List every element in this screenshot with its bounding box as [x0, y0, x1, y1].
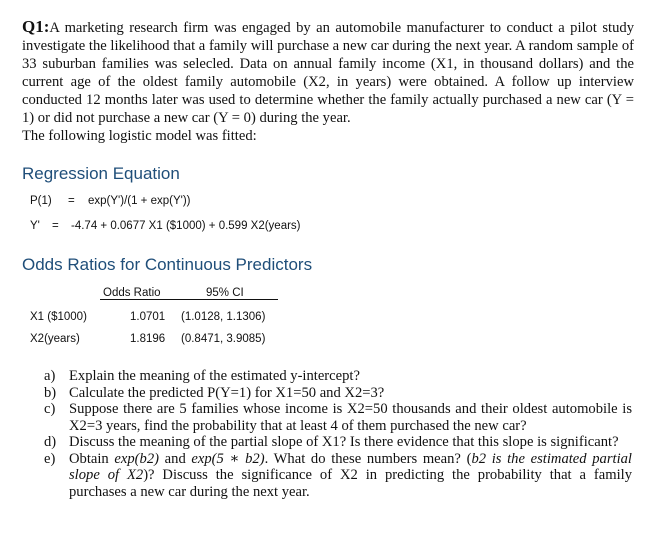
question-number: Q1: — [22, 17, 50, 36]
y-equals: = — [52, 220, 59, 232]
col-95-ci: 95% CI — [206, 287, 244, 299]
item-text: Calculate the predicted P(Y=1) for X1=50 and X2=3? — [69, 384, 385, 401]
row-ci: (1.0128, 1.1306) — [181, 311, 266, 323]
row-name: X1 ($1000) — [30, 311, 87, 323]
y-label: Y' — [30, 220, 40, 232]
list-item — [44, 368, 632, 385]
item-letter: b) — [44, 384, 57, 401]
item-letter: a) — [44, 368, 56, 384]
regression-heading: Regression Equation — [22, 164, 180, 183]
p-label: P(1) — [30, 195, 52, 207]
row-name: X2(years) — [30, 333, 80, 345]
item-letter: c) — [44, 401, 56, 417]
odds-heading: Odds Ratios for Continuous Predictors — [22, 255, 313, 274]
item-text-part: Obtain — [69, 450, 115, 467]
list-item — [44, 434, 632, 451]
problem-text: A marketing research firm was engaged by an automobile manufacturer to conduct a pilot study investigate the likelihood that a family will purchase a new car during the next year. A random sample of 33 suburban families was selecled. Data on annual family income (X1, in thousand dollars) and the current age of the oldest family automobile (X2, in years) were obtained. A follow up interview conducted 12 months later was used to determine whether the family actually purchased a new car (Y = 1) or did not purchase a new car (Y = 0) during the year. — [22, 20, 634, 126]
item-text-part: and — [158, 450, 192, 467]
row-ci: (0.8471, 3.9085) — [181, 333, 266, 345]
list-item — [44, 401, 632, 434]
p-equals: = — [68, 195, 75, 207]
item-letter: e) — [44, 450, 56, 467]
problem-statement — [22, 18, 634, 145]
item-text-part: )? Discuss the significance of X2 in predicting the probability that a family purchases a new car during the next year. — [69, 467, 632, 500]
y-expression: -4.74 + 0.0677 X1 ($1000) + 0.599 X2(years) — [71, 220, 301, 232]
item-text: Suppose there are 5 families whose income is X2=50 thousands and their oldest automobile is X2=3 years, find the probability that at least 4 of them purchased the new car? — [69, 401, 632, 434]
list-item — [44, 385, 632, 402]
row-odds-ratio: 1.8196 — [130, 333, 166, 345]
italic-note: b2 is the estimated partial slope of X2 — [69, 450, 632, 483]
math-exp-5b2: exp(5 ∗ b2) — [191, 450, 265, 467]
question-list — [44, 368, 632, 500]
item-text: Explain the meaning of the estimated y-intercept? — [69, 368, 360, 384]
item-letter: d) — [44, 434, 57, 450]
list-item — [44, 451, 632, 501]
math-exp-b2: exp(b2) — [114, 450, 159, 467]
item-text: Discuss the meaning of the partial slope of X1? Is there evidence that this slope is significant? — [69, 434, 619, 450]
item-text-part: . What do these numbers mean? ( — [264, 450, 472, 467]
item-text — [69, 451, 632, 500]
table-rule — [100, 299, 278, 300]
col-odds-ratio: Odds Ratio — [103, 287, 161, 299]
row-odds-ratio: 1.0701 — [130, 311, 166, 323]
p-expression: exp(Y')/(1 + exp(Y')) — [88, 195, 191, 207]
problem-last-line: The following logistic model was fitted: — [22, 128, 257, 144]
